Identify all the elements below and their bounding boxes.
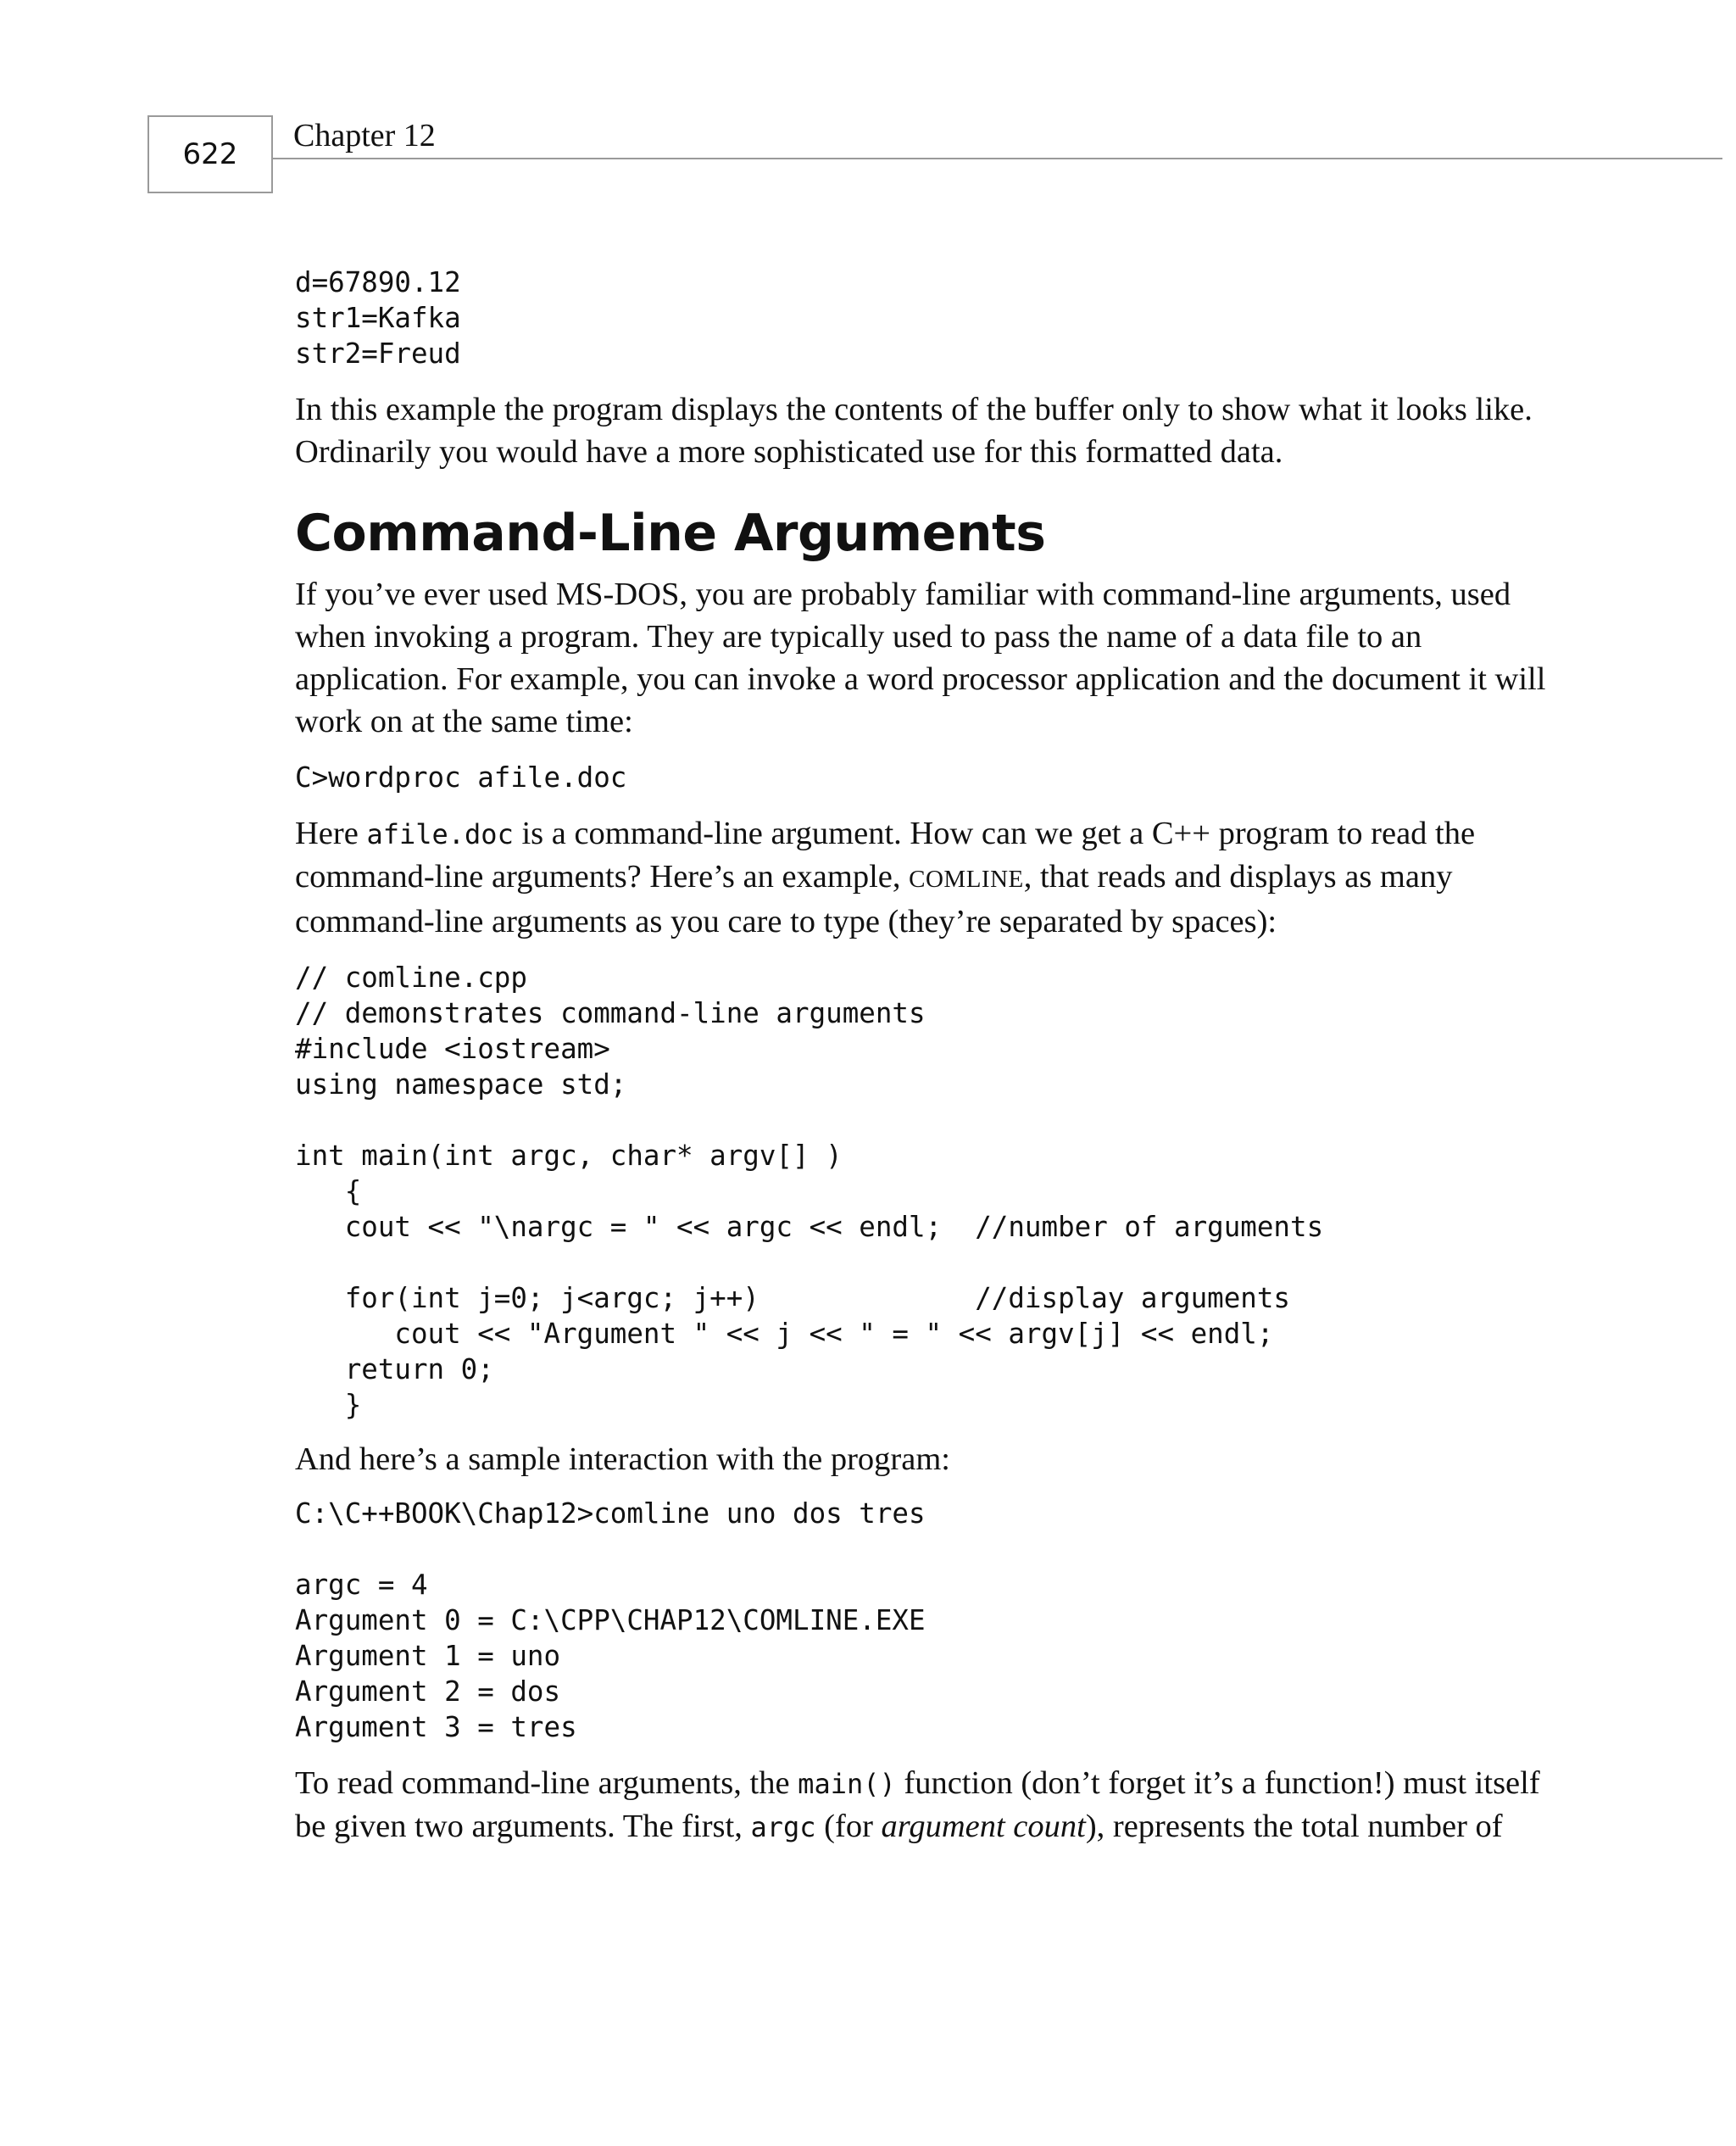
text-run: is a command-line argument. How can we get a C++ program to read the command-line arguments? Here’s an example, bbox=[295, 816, 1476, 895]
text-run: (for bbox=[815, 1809, 882, 1844]
text-run: Here bbox=[295, 816, 367, 851]
code-sample-output: C:\C++BOOK\Chap12>comline uno dos tres argc = 4 Argument 0 = C:\CPP\CHAP12\COMLINE.EXE Argument 1 = uno Argument 2 = dos Argument 3 = tres bbox=[295, 1497, 926, 1743]
emphasis-argument-count: argument count bbox=[881, 1809, 1086, 1844]
inline-code-argc: argc bbox=[750, 1811, 816, 1843]
chapter-title: Chapter 12 bbox=[293, 118, 436, 153]
program-name-comline: COMLINE bbox=[909, 866, 1024, 893]
section-heading: Command-Line Arguments bbox=[295, 504, 1046, 563]
paragraph-buffer-explanation: In this example the program displays the contents of the buffer only to show what it looks like. Ordinarily you would have a more sophisticated use for this formatted data. bbox=[295, 392, 1533, 470]
code-wordproc-invocation: C>wordproc afile.doc bbox=[295, 761, 627, 794]
paragraph-comline-intro bbox=[295, 812, 1550, 943]
text-run: function (don’t forget it’s a function!) must itself be given two arguments. The first, bbox=[295, 1765, 1540, 1844]
text-run: ), represents the total number of bbox=[1085, 1809, 1503, 1844]
code-output-buffer: d=67890.12 str1=Kafka str2=Freud bbox=[295, 266, 461, 370]
page-content bbox=[295, 265, 1550, 1848]
code-listing-comline: // comline.cpp // demonstrates command-line arguments #include <iostream> using namespace std; int main(int argc, char* argv[] ) { cout << "\nargc = " << argc << endl; //number of arguments for(int j=0; j<argc; j++) //display arguments cout << "Argument " << j << " = " << argv[j] << endl; return 0; } bbox=[295, 962, 1324, 1421]
page-number: 622 bbox=[147, 115, 273, 193]
header-rule bbox=[273, 158, 1722, 159]
text-run: To read command-line arguments, the bbox=[295, 1765, 798, 1801]
text-run: , that reads and displays as many command-line arguments as you care to type (they’re separated by spaces): bbox=[295, 859, 1453, 939]
inline-code-afile: afile.doc bbox=[366, 818, 514, 850]
inline-code-main: main() bbox=[798, 1768, 896, 1800]
paragraph-intro-command-line: If you’ve ever used MS-DOS, you are probably familiar with command-line arguments, used when invoking a program. They are typically used to pass the name of a data file to an application. For example, you can invoke a word processor application and the document it will work on at the same time: bbox=[295, 577, 1546, 739]
paragraph-main-arguments bbox=[295, 1762, 1550, 1848]
paragraph-sample-interaction: And here’s a sample interaction with the program: bbox=[295, 1441, 950, 1477]
